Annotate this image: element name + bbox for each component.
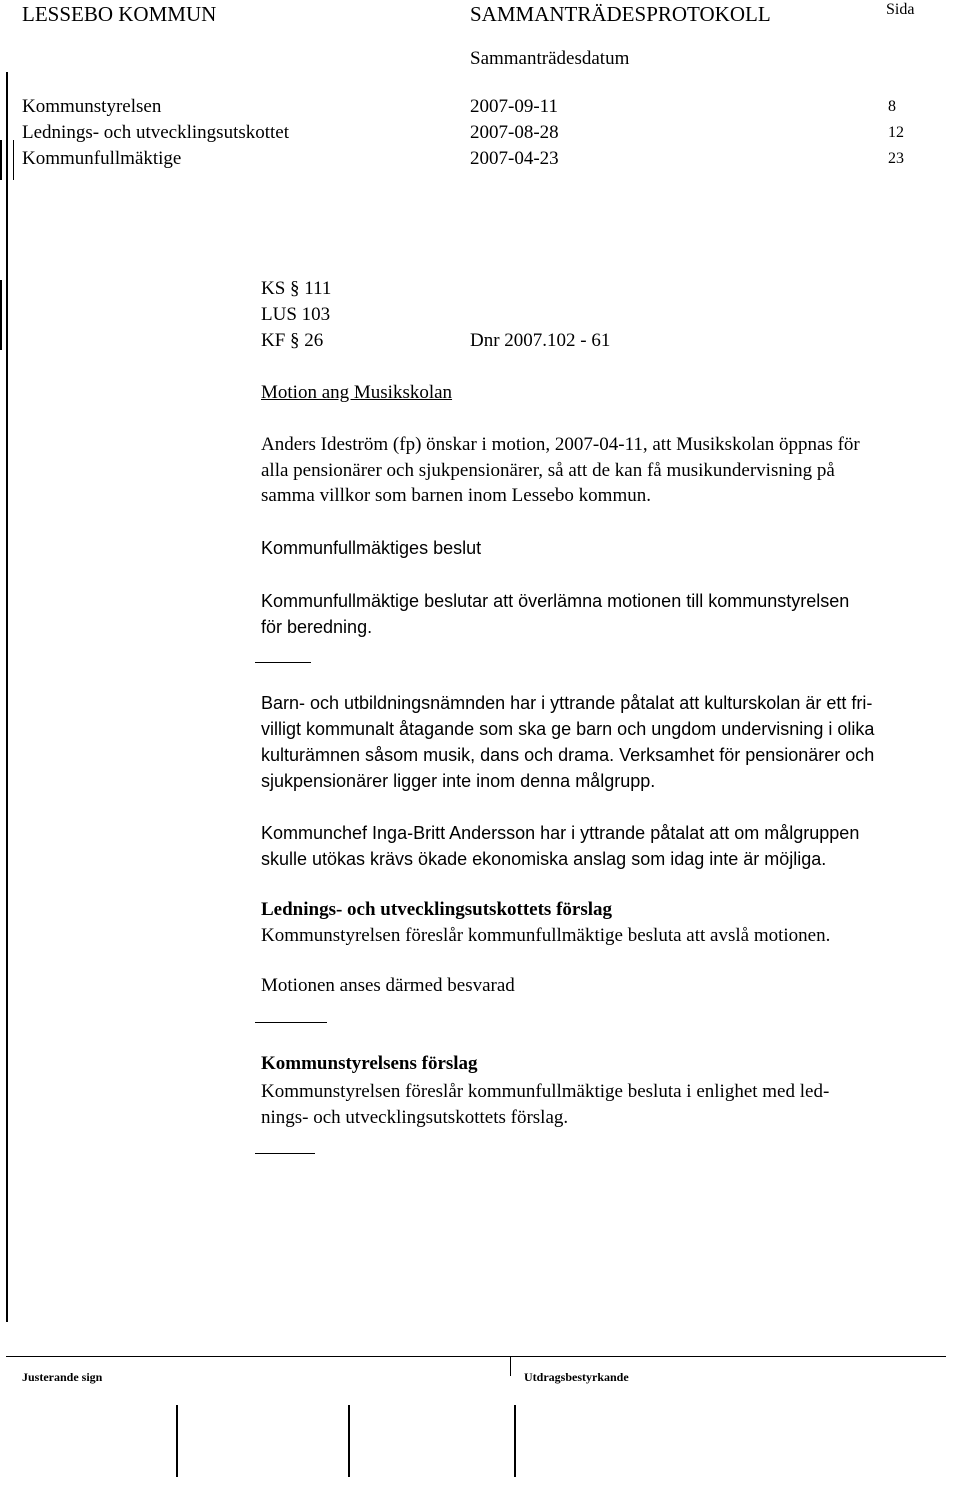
section-separator	[255, 1022, 327, 1023]
left-margin-mark	[0, 140, 2, 180]
ks-proposal-line: Kommunstyrelsen föreslår kommunfullmäktige besluta i enlighet med led-	[261, 1081, 830, 1102]
kf-reference: KF § 26	[261, 330, 324, 351]
ks-proposal-text	[261, 1079, 951, 1130]
signature-box-line	[176, 1405, 178, 1477]
motion-text	[261, 432, 951, 509]
footer-rule	[6, 1356, 946, 1357]
body-page: 23	[888, 150, 904, 167]
diary-number: Dnr 2007.102 - 61	[470, 330, 611, 351]
kf-decision-text	[261, 588, 951, 640]
luu-proposal-text: Kommunstyrelsen föreslår kommunfullmäktige besluta att avslå motionen.	[261, 925, 831, 946]
body-name: Kommunfullmäktige	[22, 148, 182, 169]
bun-statement-line: kulturämnen såsom musik, dans och drama. Verksamhet för pensionärer och	[261, 745, 875, 765]
body-page: 12	[888, 124, 904, 141]
ks-proposal-heading: Kommunstyrelsens förslag	[261, 1053, 478, 1074]
body-date: 2007-08-28	[470, 122, 559, 143]
kf-decision-line: Kommunfullmäktige beslutar att överlämna motionen till kommunstyrelsen	[261, 591, 850, 611]
ks-proposal-line: nings- och utvecklingsutskottets förslag.	[261, 1106, 569, 1128]
signature-box-line	[348, 1405, 350, 1477]
chief-statement-line: Kommunchef Inga-Britt Andersson har i yttrande påtalat att om målgruppen	[261, 823, 860, 843]
bun-statement-line: sjukpensionärer ligger inte inom denna målgrupp.	[261, 771, 656, 791]
chief-statement	[261, 820, 951, 872]
body-date: 2007-09-11	[470, 96, 558, 117]
meeting-date-label: Sammanträdesdatum	[470, 48, 630, 69]
bun-statement-line: Barn- och utbildningsnämnden har i yttrande påtalat att kulturskolan är ett fri-	[261, 693, 873, 713]
lus-reference: LUS 103	[261, 304, 331, 325]
ks-reference: KS § 111	[261, 278, 332, 299]
luu-proposal-heading: Lednings- och utvecklingsutskottets förslag	[261, 899, 612, 920]
signature-box-line	[514, 1405, 516, 1477]
justerande-sign-label: Justerande sign	[22, 1370, 103, 1384]
motion-heading: Motion ang Musikskolan	[261, 382, 453, 403]
footer-divider	[510, 1356, 511, 1376]
kf-decision-heading: Kommunfullmäktiges beslut	[261, 538, 482, 558]
body-date: 2007-04-23	[470, 148, 559, 169]
bun-statement-line: villigt kommunalt åtagande som ska ge barn och ungdom undervisning i olika	[261, 719, 875, 739]
motion-line: alla pensionärer och sjukpensionärer, så att de kan få musikundervisning på	[261, 459, 835, 481]
section-separator	[255, 1153, 315, 1154]
body-name: Lednings- och utvecklingsutskottet	[22, 122, 290, 143]
body-name: Kommunstyrelsen	[22, 96, 162, 117]
page-label: Sida	[886, 1, 915, 18]
left-margin-mark	[0, 280, 2, 350]
motion-line: samma villkor som barnen inom Lessebo kommun.	[261, 485, 651, 506]
left-margin-mark	[13, 140, 14, 180]
motion-line: Anders Ideström (fp) önskar i motion, 2007-04-11, att Musikskolan öppnas för	[261, 434, 860, 455]
document-title: SAMMANTRÄDESPROTOKOLL	[470, 2, 771, 26]
section-separator	[255, 662, 311, 663]
chief-statement-line: skulle utökas krävs ökade ekonomiska anslag som idag inte är möjliga.	[261, 849, 827, 869]
left-margin-rule	[6, 72, 8, 1322]
motion-answered-text: Motionen anses därmed besvarad	[261, 975, 515, 996]
utdragsbestyrkande-label: Utdragsbestyrkande	[524, 1370, 629, 1384]
bun-statement	[261, 690, 951, 794]
organization-name: LESSEBO KOMMUN	[22, 2, 217, 26]
kf-decision-line: för beredning.	[261, 617, 373, 637]
body-page: 8	[888, 98, 896, 115]
